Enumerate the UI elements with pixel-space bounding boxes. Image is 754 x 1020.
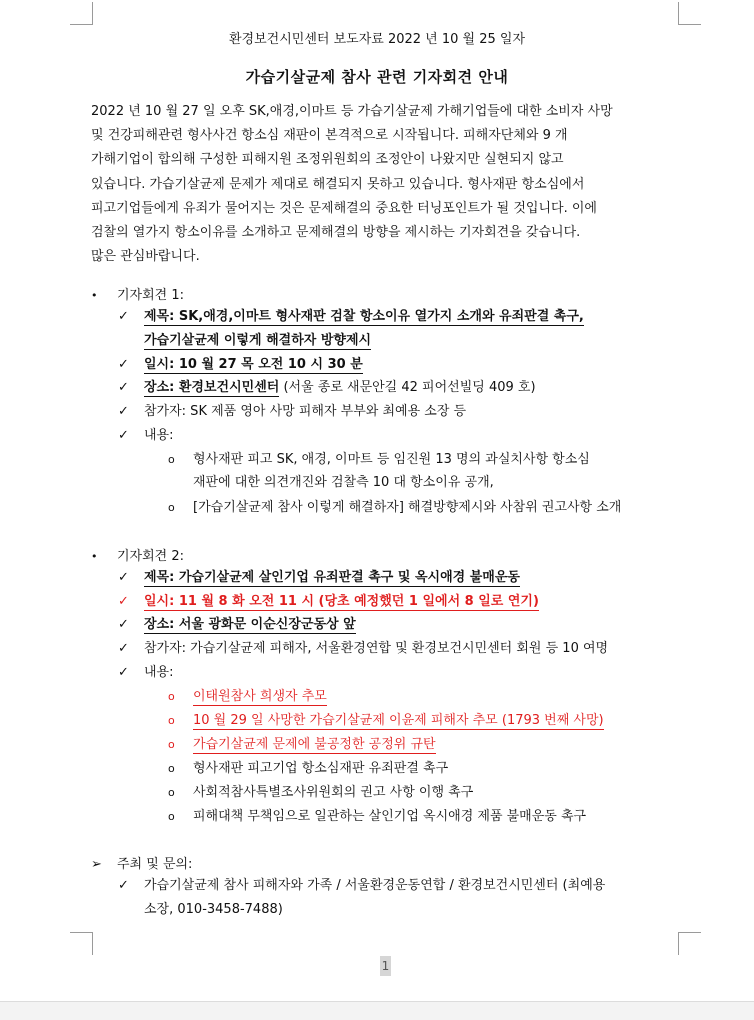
conf2-item-text: 형사재판 피고기업 항소심재판 유죄판결 촉구: [193, 761, 449, 776]
viewer-bottom-bar: [0, 1001, 754, 1020]
conf1-item-text-cont: 재판에 대한 의견개진와 검찰측 10 대 항소이유 공개,: [193, 475, 494, 490]
check-icon: ✓: [118, 309, 129, 324]
circle-bullet-icon: o: [168, 690, 175, 703]
conf2-item-red: [168, 711, 604, 731]
arrow-bullet-icon: ➢: [91, 857, 102, 872]
check-icon: ✓: [118, 665, 129, 680]
check-icon: ✓: [118, 617, 129, 632]
check-icon: ✓: [118, 641, 129, 656]
check-icon: ✓: [118, 357, 129, 372]
conf2-item: [168, 759, 448, 779]
conf1-attendees-text: 참가자: SK 제품 영아 사망 피해자 부부와 최예용 소장 등: [144, 404, 467, 419]
conf2-date-text: 일시: 11 월 8 화 오전 11 시 (당초 예정했던 1 일에서 8 일로 연기): [144, 594, 539, 609]
conf1-content-label: 내용:: [144, 428, 174, 443]
check-icon: ✓: [118, 380, 129, 395]
crop-mark-top-left: [70, 2, 93, 25]
intro-line: 피고기업들에게 유죄가 물어지는 것은 문제해결의 중요한 터닝포인트가 될 것입니다. 이에: [91, 200, 597, 216]
conf2-place-text: 장소: 서울 광화문 이순신장군동상 앞: [144, 617, 356, 632]
conf2-heading: [91, 545, 184, 564]
conf1-date: [118, 355, 363, 375]
conf1-place: [118, 378, 536, 398]
conf1-date-text: 일시: 10 월 27 목 오전 10 시 30 분: [144, 357, 363, 372]
conf1-subject: [118, 307, 584, 327]
conf1-item-text: [가습기살균제 참사 이렇게 해결하자] 해결방향제시와 사참위 권고사항 소개: [193, 500, 622, 515]
conf1-item: [168, 450, 590, 470]
conf2-content-label: 내용:: [144, 665, 174, 680]
circle-bullet-icon: o: [168, 714, 175, 727]
intro-line: 있습니다. 가습기살균제 문제가 제대로 해결되지 못하고 있습니다. 형사재판 항소심에서: [91, 176, 585, 192]
intro-line: 검찰의 열가지 항소이유를 소개하고 문제해결의 방향을 제시하는 기자회견을 갖습니다.: [91, 225, 581, 241]
circle-bullet-icon: o: [168, 762, 175, 775]
conf1-subject-cont: [144, 331, 371, 351]
conf1-place-address: (서울 종로 새문안길 42 피어선빌딩 409 호): [279, 380, 536, 395]
crop-mark-bottom-left: [70, 932, 93, 955]
conf1-subject-line1: 제목: SK,애경,이마트 형사재판 검찰 항소이유 열가지 소개와 유죄판결 촉구,: [144, 309, 584, 324]
intro-line: 많은 관심바랍니다.: [91, 249, 200, 265]
intro-line: 및 건강피해관련 형사사건 항소심 재판이 본격적으로 시작됩니다. 피해자단체와 9 개: [91, 128, 568, 144]
circle-bullet-icon: o: [168, 501, 175, 514]
conf1-item-text: 형사재판 피고 SK, 애경, 이마트 등 임진원 13 명의 과실치사항 항소심: [193, 452, 590, 467]
contact-text: 가습기살균제 참사 피해자와 가족 / 서울환경운동연합 / 환경보건시민센터 (최예용: [144, 878, 606, 893]
crop-mark-bottom-right: [678, 932, 701, 955]
intro-line: 가해기업이 합의해 구성한 피해지원 조정위원회의 조정안이 나왔지만 실현되지 않고: [91, 152, 564, 168]
conf2-item-text: 10 월 29 일 사망한 가습기살균제 이윤제 피해자 추모 (1793 번째 사망): [193, 713, 604, 728]
conf2-subject-text: 제목: 가습기살균제 살인기업 유죄판결 촉구 및 옥시애경 불매운동: [144, 570, 520, 585]
circle-bullet-icon: o: [168, 738, 175, 751]
conf2-content: [118, 663, 174, 683]
check-icon: ✓: [118, 594, 129, 609]
conf2-item: [168, 807, 586, 827]
document-title: 가습기살균제 참사 관련 기자회견 안내: [245, 68, 509, 86]
check-icon: ✓: [118, 428, 129, 443]
page-number: 1: [380, 956, 391, 976]
circle-bullet-icon: o: [168, 810, 175, 823]
conf2-date: [118, 592, 539, 612]
conf1-subject-line2: 가습기살균제 이렇게 해결하자 방향제시: [144, 333, 372, 348]
conf2-place: [118, 615, 356, 635]
conf1-item-cont: [193, 473, 494, 493]
conf2-item: [168, 783, 473, 803]
conf2-item-text: 가습기살균제 문제에 불공정한 공정위 규탄: [193, 737, 436, 752]
intro-paragraph: [91, 100, 681, 269]
contact-heading: [91, 853, 192, 872]
bullet-icon: •: [91, 289, 98, 302]
bullet-icon: •: [91, 550, 98, 563]
conf2-heading-text: 기자회견 2:: [117, 549, 185, 564]
conf2-item-red: [168, 735, 436, 755]
conf1-heading-text: 기자회견 1:: [117, 288, 185, 303]
circle-bullet-icon: o: [168, 786, 175, 799]
conf2-item-text: 사회적참사특별조사위원회의 권고 사항 이행 촉구: [193, 785, 474, 800]
conf2-item-text: 이태원참사 희생자 추모: [193, 689, 327, 704]
check-icon: ✓: [118, 404, 129, 419]
contact-heading-text: 주최 및 문의:: [117, 857, 193, 872]
conf2-item-red: [168, 687, 327, 707]
contact-line-cont: [144, 900, 283, 920]
conf1-attendees: [118, 402, 466, 422]
conf2-subject: [118, 568, 520, 588]
conf2-attendees-text: 참가자: 가습기살균제 피해자, 서울환경연합 및 환경보건시민센터 회원 등 10 여명: [144, 641, 609, 656]
conf1-content: [118, 426, 174, 446]
crop-mark-top-right: [678, 2, 701, 25]
circle-bullet-icon: o: [168, 453, 175, 466]
intro-line: 2022 년 10 월 27 일 오후 SK,애경,이마트 등 가습기살균제 가해기업들에 대한 소비자 사망: [91, 104, 613, 119]
conf2-item-text: 피해대책 무책임으로 일관하는 살인기업 옥시애경 제품 불매운동 촉구: [193, 809, 587, 824]
check-icon: ✓: [118, 878, 129, 893]
contact-line: [118, 876, 605, 896]
check-icon: ✓: [118, 570, 129, 585]
conf2-attendees: [118, 639, 608, 659]
conf1-place-bold: 장소: 환경보건시민센터: [144, 380, 280, 395]
conf1-heading: [91, 284, 184, 303]
press-release-header: 환경보건시민센터 보도자료 2022 년 10 월 25 일자: [228, 32, 526, 47]
contact-text-cont: 소장, 010-3458-7488): [144, 902, 283, 917]
conf1-item: [168, 498, 621, 518]
